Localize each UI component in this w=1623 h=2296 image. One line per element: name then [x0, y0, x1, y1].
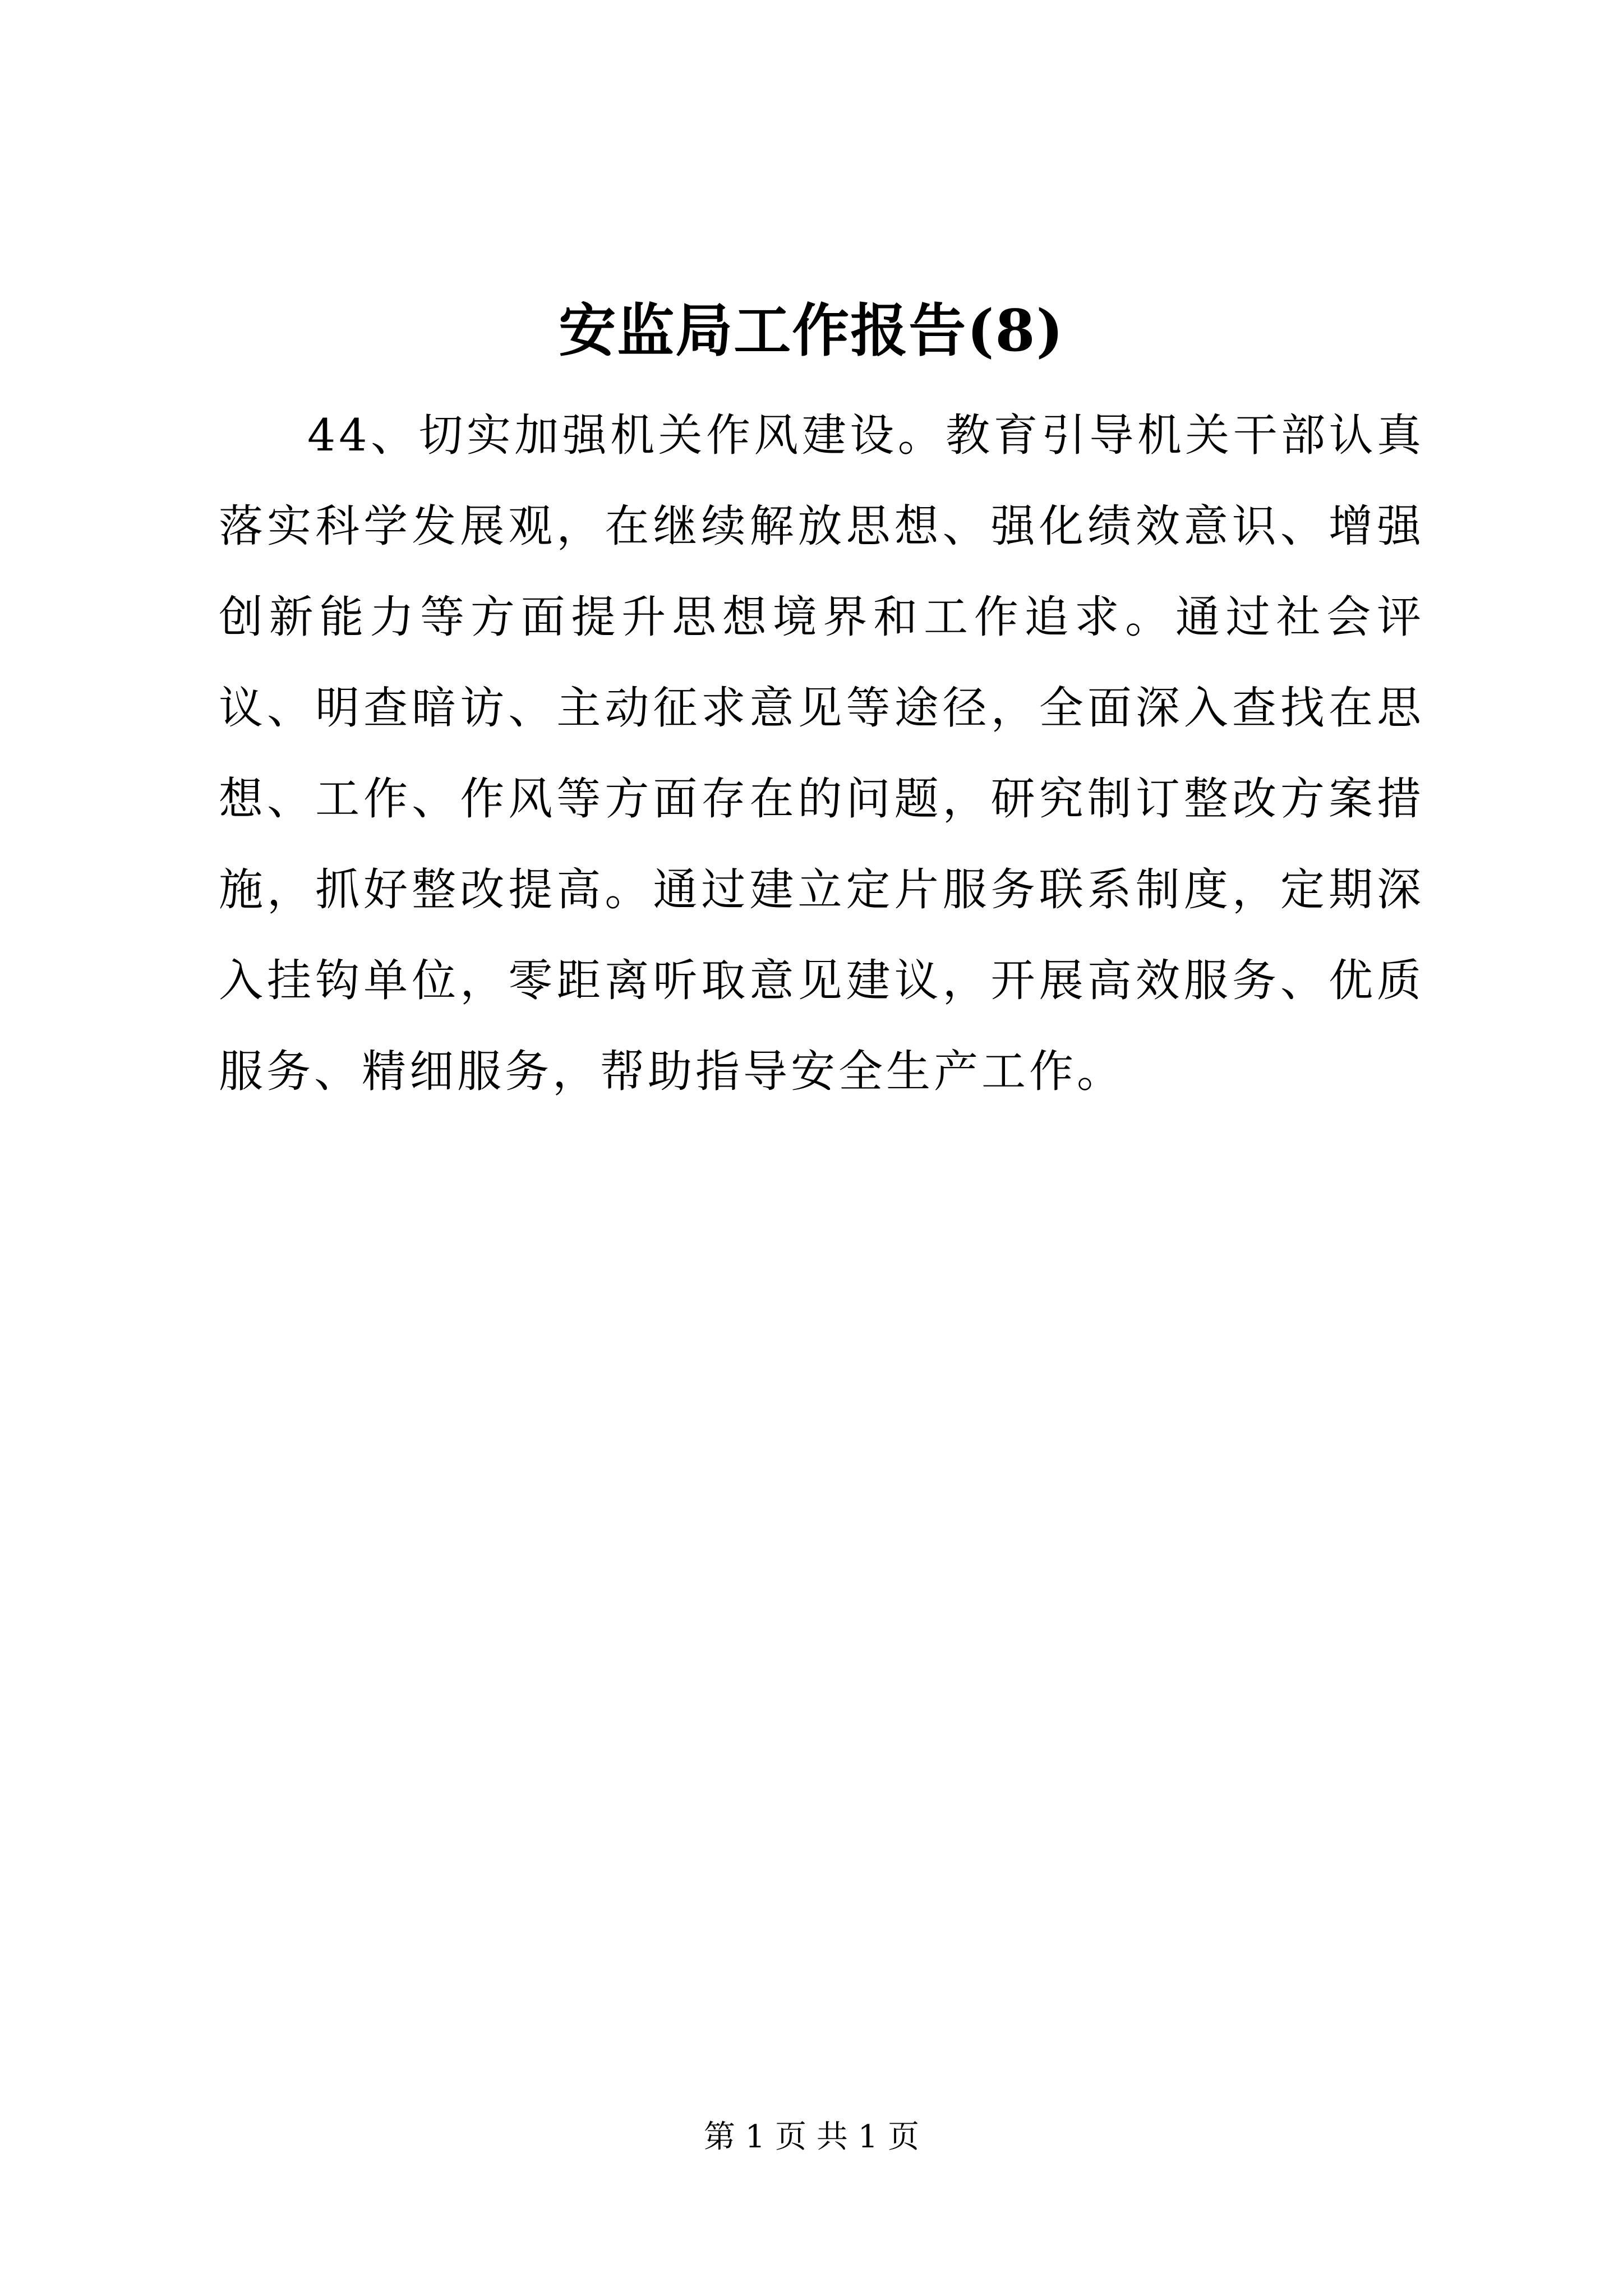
document-title: 安监局工作报告(8): [559, 297, 1064, 365]
body-paragraph: 44、切实加强机关作风建设。教育引导机关干部认真落实科学发展观，在继续解放思想、强化绩效意识、增强创新能力等方面提升思想境界和工作追求。通过社会评议、明查暗访、主动征求意见等途径，全面深入查找在思想、工作、作风等方面存在的问题，研究制订整改方案措施，抓好整改提高。通过建立定片服务联系制度，定期深入挂钩单位，零距离听取意见建议，开展高效服务、优质服务、精细服务，帮助指导安全生产工作。: [219, 409, 1424, 1097]
page-footer: 第 1 页 共 1 页: [703, 2119, 920, 2155]
